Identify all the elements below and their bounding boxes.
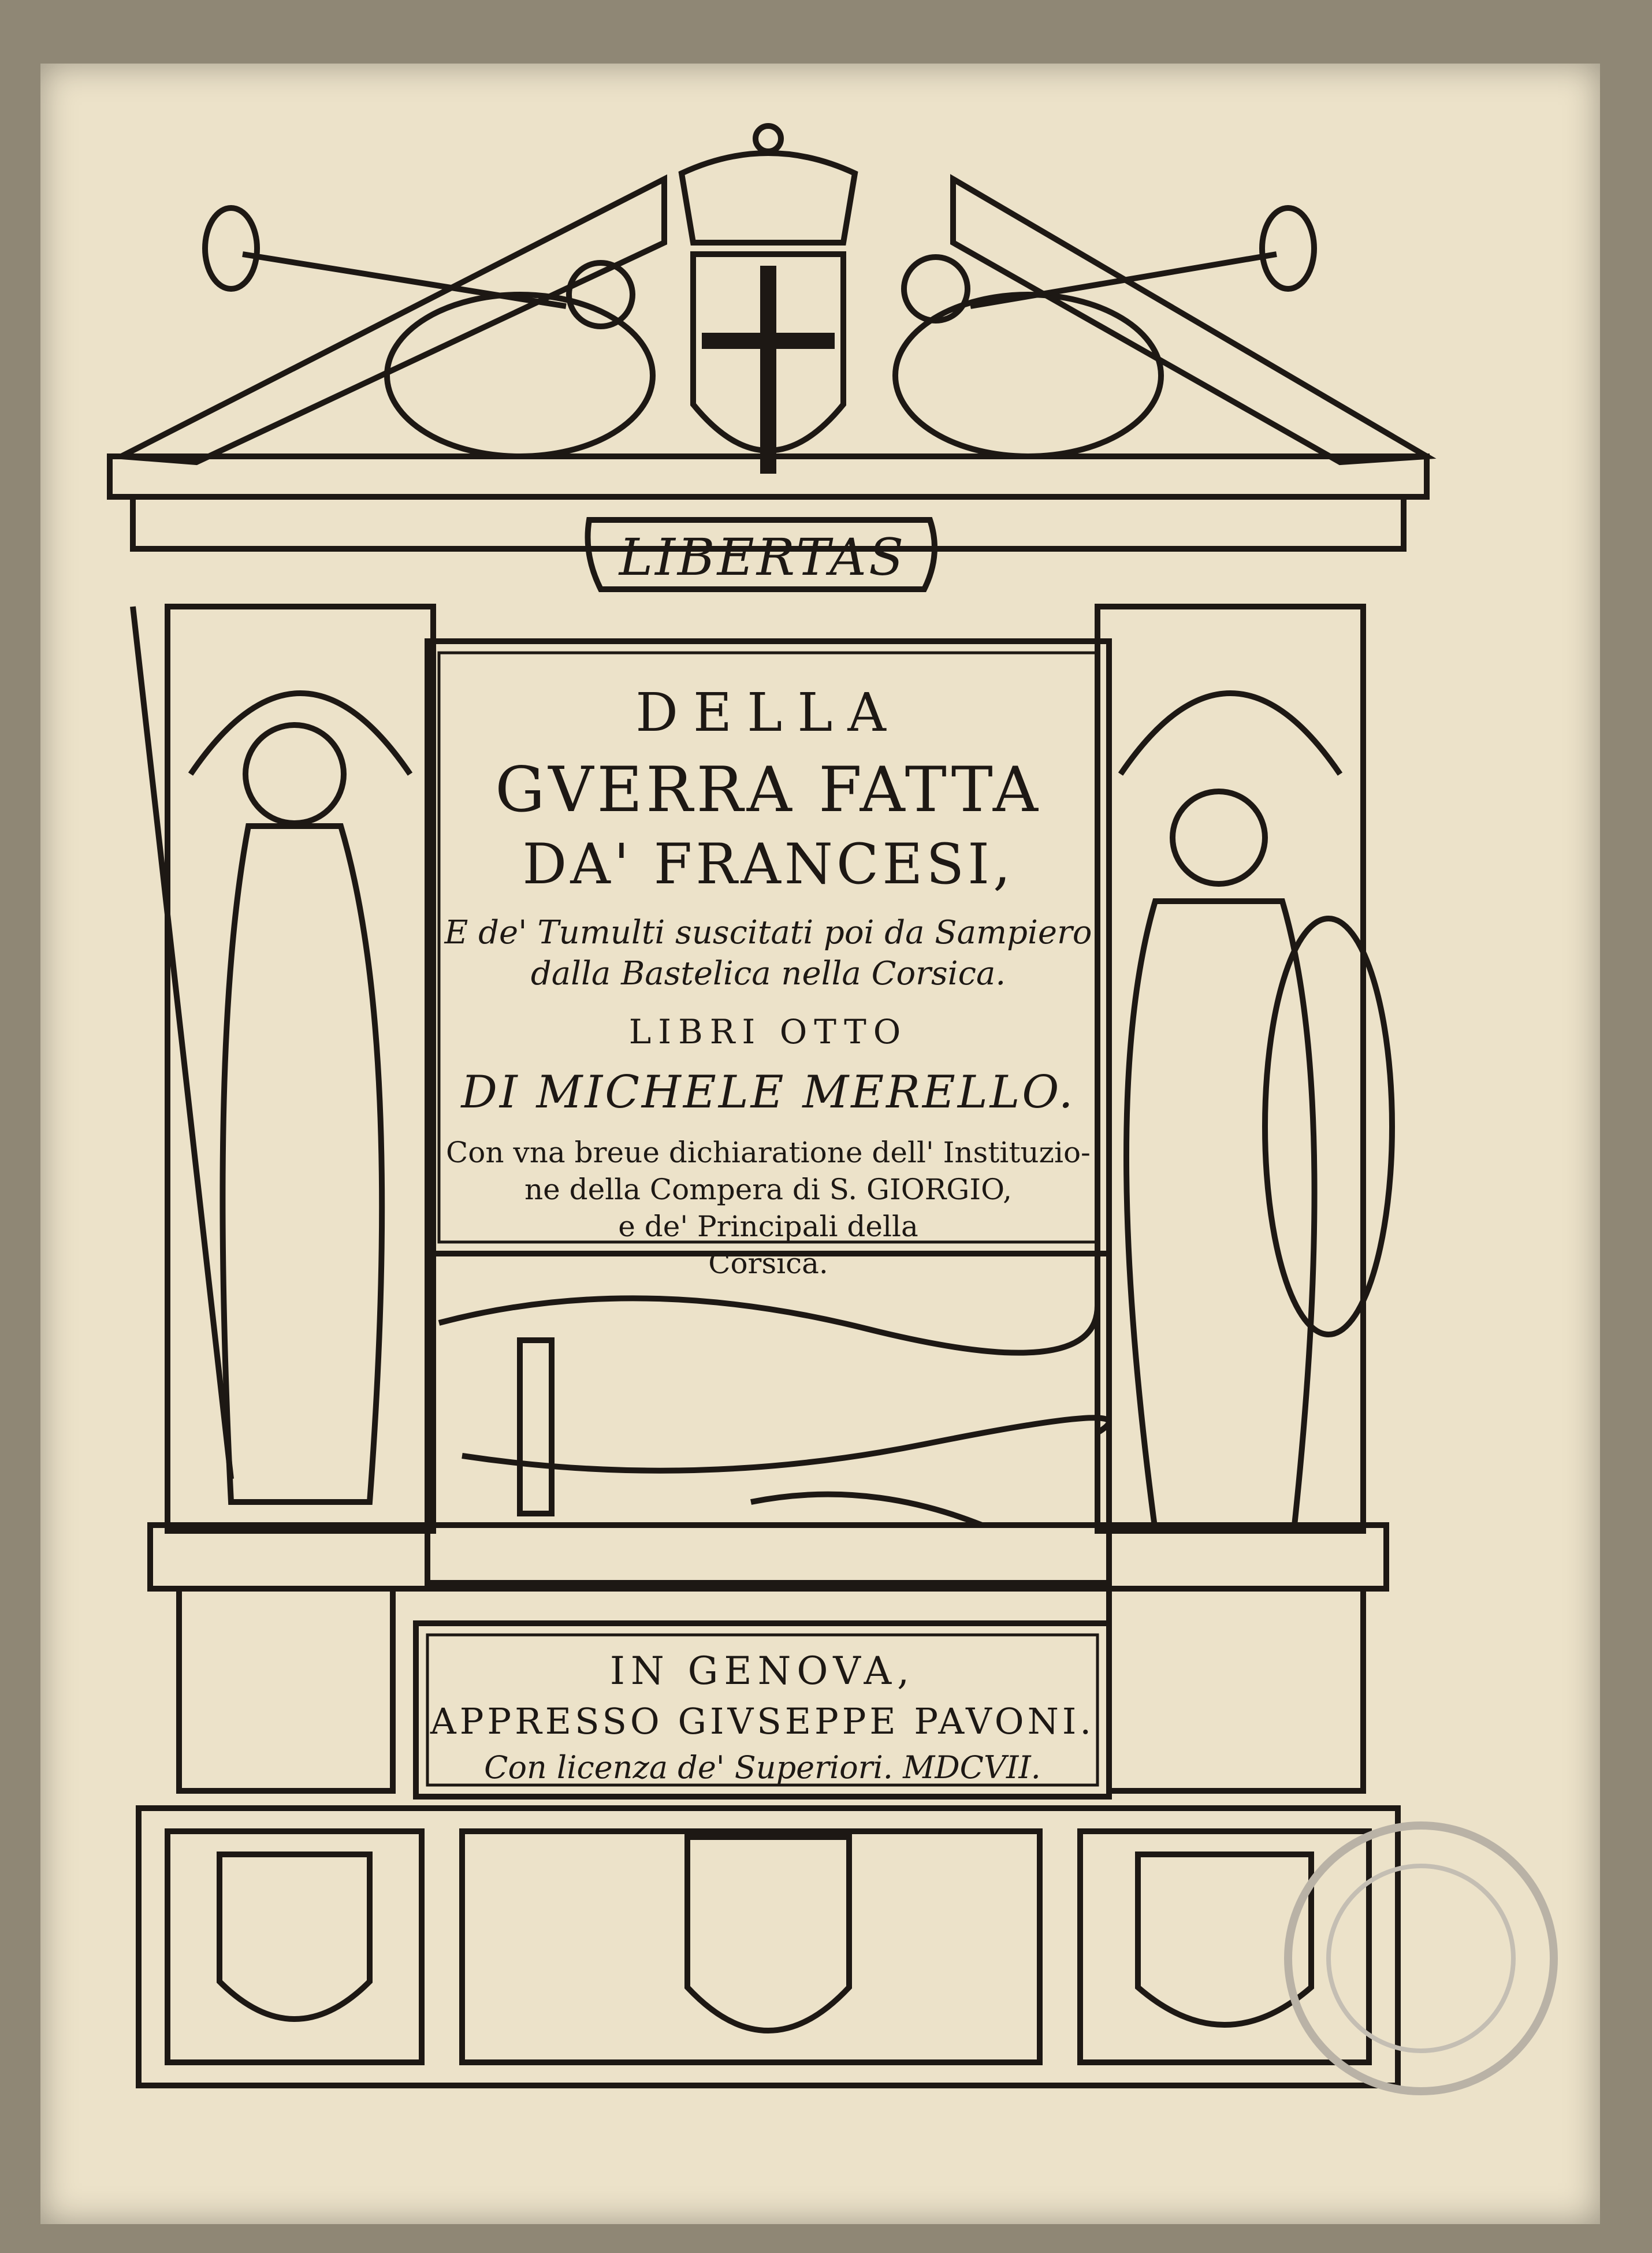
female-figure xyxy=(222,826,382,1502)
imprint-place: IN GENOVA, xyxy=(609,1649,916,1693)
books-count: LIBRI OTTO xyxy=(628,1012,908,1051)
soldier-figure xyxy=(1126,901,1315,1531)
soldier-figure-head xyxy=(1173,791,1265,884)
imprint-block xyxy=(427,1635,1097,1786)
imprint-printer: APPRESSO GIVSEPPE PAVONI. xyxy=(430,1700,1095,1742)
description-line-3: e de' Principali della xyxy=(618,1210,918,1243)
soldier-shield xyxy=(1265,919,1392,1334)
subtitle-line-1: E de' Tumulti suscitati poi da Sampiero xyxy=(444,914,1092,951)
author-name: DI MICHELE MERELLO. xyxy=(461,1066,1076,1118)
imprint-license: Con licenza de' Superiori. MDCVII. xyxy=(484,1749,1041,1786)
fame-figure-left xyxy=(387,295,653,456)
crown-icon xyxy=(682,153,855,243)
coat-of-arms-left xyxy=(219,1854,370,2019)
title-line-3: DA' FRANCESI, xyxy=(522,832,1014,897)
lighthouse-tower xyxy=(520,1340,552,1514)
coat-of-arms-right xyxy=(1138,1854,1311,2025)
libertas-motto: LIBERTAS xyxy=(619,527,906,587)
title-line-2: GVERRA FATTA xyxy=(495,754,1041,826)
title-block xyxy=(439,653,1097,1280)
description-line-4: Corsica. xyxy=(708,1247,828,1280)
description-line-2: ne della Compera di S. GIORGIO, xyxy=(524,1173,1013,1206)
coat-of-arms-center xyxy=(687,1837,849,2031)
female-figure-head xyxy=(245,725,344,823)
description-line-1: Con vna breue dichiaratione dell' Instituzio- xyxy=(446,1136,1091,1169)
title-line-1: DELLA xyxy=(635,682,901,743)
left-niche xyxy=(168,607,433,1531)
frame-base xyxy=(139,1808,1398,2085)
subtitle-line-2: dalla Bastelica nella Corsica. xyxy=(530,955,1006,992)
